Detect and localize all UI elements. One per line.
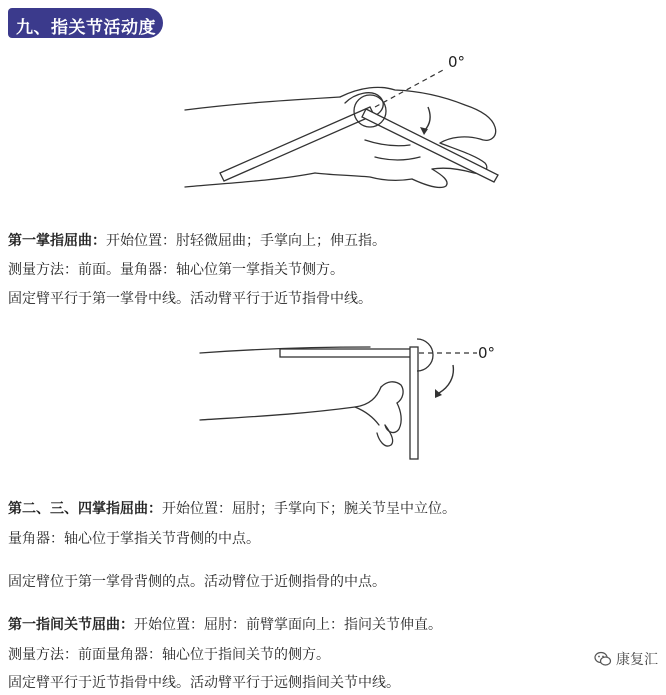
- section1-heading: 第一掌指屈曲：: [8, 233, 106, 249]
- section-title: 九、指关节活动度: [16, 18, 156, 38]
- section3-heading: 第一指间关节屈曲：: [8, 617, 134, 633]
- section1-line2: 测量方法：前面。量角器：轴心位第一掌指关节侧方。: [8, 262, 344, 278]
- section1-text1: 开始位置：肘轻微屈曲；手掌向上；伸五指。: [106, 233, 386, 249]
- section2-line1: [8, 500, 456, 518]
- watermark: [594, 649, 658, 669]
- section3-line1: [8, 616, 442, 634]
- section3-text1: 开始位置：屈肘：前臂掌面向上：指问关节伸直。: [134, 617, 442, 633]
- section3-line3: 固定臂平行于近节指骨中线。活动臂平行于远侧指间关节中线。: [8, 675, 400, 691]
- figure-thumb-mcp-flexion: [180, 45, 510, 195]
- watermark-text: 康复汇: [616, 652, 658, 668]
- section2-heading: 第二、三、四掌指屈曲：: [8, 501, 162, 517]
- section2-text1: 开始位置：屈肘；手掌向下；腕关节呈中立位。: [162, 501, 456, 517]
- section2-line2: 量角器：轴心位于掌指关节背侧的中点。: [8, 531, 260, 547]
- section1-line1: [8, 232, 386, 250]
- figure2-angle-label: 0°: [478, 344, 496, 362]
- wechat-icon: [594, 651, 612, 667]
- section3-line2: 测量方法：前面量角器：轴心位于指间关节的侧方。: [8, 647, 330, 663]
- section2-line3: 固定臂位于第一掌骨背侧的点。活动臂位于近侧指骨的中点。: [8, 574, 386, 590]
- section1-line3: 固定臂平行于第一掌骨中线。活动臂平行于近节指骨中线。: [8, 291, 372, 307]
- figure-finger-mcp-flexion: [195, 325, 515, 465]
- figure1-angle-label: 0°: [448, 53, 466, 71]
